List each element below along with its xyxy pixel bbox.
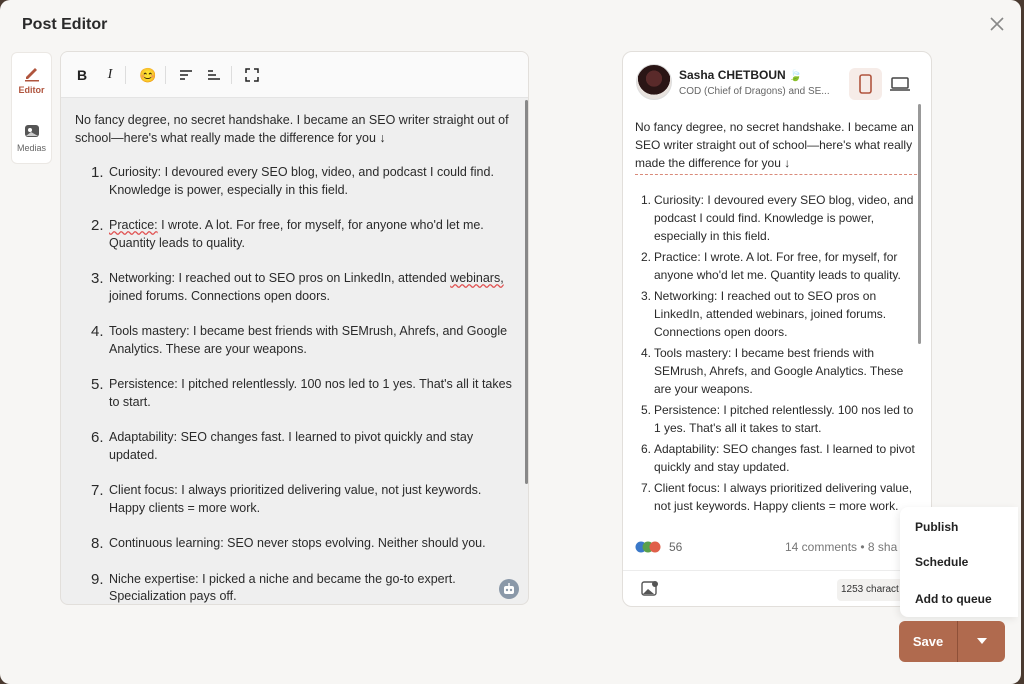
leaf-icon: 🍃 xyxy=(788,70,803,82)
menu-item-add-to-queue[interactable]: Add to queue xyxy=(915,592,992,606)
align-right-icon xyxy=(207,69,221,81)
list-text: Tools mastery: I became best friends with SEMrush, Ahrefs, and Google Analytics. These are your weapons. xyxy=(654,346,904,396)
list-number: 6. xyxy=(641,442,652,456)
close-button[interactable] xyxy=(985,12,1009,36)
list-item xyxy=(75,270,515,305)
list-item xyxy=(75,482,515,517)
editor-toolbar xyxy=(61,52,528,98)
align-left-icon xyxy=(179,69,193,81)
list-text: Adaptability: SEO changes fast. I learned to pivot quickly and stay updated. xyxy=(654,442,915,474)
preview-footer xyxy=(623,570,931,607)
list-item xyxy=(75,376,515,411)
list-number: 2. xyxy=(641,250,652,264)
list-text: Client focus: I always prioritized delivering value, not just keywords. Happy clients = more work. xyxy=(654,481,913,513)
list-number: 2. xyxy=(91,217,104,234)
toolbar-divider xyxy=(125,66,126,84)
list-number: 4. xyxy=(91,323,104,340)
list-number: 1. xyxy=(91,164,104,181)
reaction-icons xyxy=(635,540,663,554)
character-count: 1253 charact xyxy=(837,579,911,601)
author-name xyxy=(679,68,802,82)
editor-intro: No fancy degree, no secret handshake. I became an SEO writer straight out of school—here's what really made the difference for you ↓ xyxy=(75,113,509,145)
list-text: Continuous learning: SEO never stops evolving. Neither should you. xyxy=(109,536,486,550)
save-dropdown-button[interactable] xyxy=(958,621,1005,662)
mobile-icon xyxy=(849,68,882,100)
modal-title: Post Editor xyxy=(22,16,108,33)
list-text: Persistence: I pitched relentlessly. 100 nos led to 1 yes. That's all it takes to start. xyxy=(654,403,914,435)
align-right-button[interactable] xyxy=(203,64,225,86)
list-text: Curiosity: I devoured every SEO blog, video, and podcast I could find. Knowledge is power, especially in this field. xyxy=(654,193,914,243)
assistant-bot-button[interactable] xyxy=(499,579,519,599)
save-button[interactable]: Save xyxy=(912,634,944,649)
reactions-bar xyxy=(635,538,925,558)
list-number: 3. xyxy=(91,270,104,287)
side-nav xyxy=(11,52,52,164)
list-item xyxy=(635,248,917,284)
post-preview-panel xyxy=(622,51,932,607)
list-item xyxy=(75,323,515,358)
list-text: Niche expertise: I picked a niche and became the go-to expert. Specialization pays off. xyxy=(109,571,456,603)
emoji-button[interactable] xyxy=(137,64,159,86)
menu-item-schedule[interactable]: Schedule xyxy=(915,555,969,569)
italic-button[interactable]: I xyxy=(107,67,113,82)
fullscreen-icon xyxy=(245,68,259,82)
preview-list xyxy=(635,191,917,515)
caret-down-icon xyxy=(977,638,987,644)
robot-icon xyxy=(499,579,519,599)
toolbar-divider xyxy=(165,66,166,84)
list-item xyxy=(75,571,515,606)
list-item xyxy=(75,164,515,199)
list-number: 6. xyxy=(91,429,104,446)
avatar xyxy=(636,64,672,100)
list-text: I wrote. A lot. For free, for myself, for anyone who'd let me. Quantity leads to quality. xyxy=(109,218,484,250)
align-left-button[interactable] xyxy=(175,64,197,86)
list-text: Curiosity: I devoured every SEO blog, video, and podcast I could find. Knowledge is power, especially in this field. xyxy=(109,165,494,197)
list-item xyxy=(635,191,917,245)
save-options-menu xyxy=(900,507,1018,617)
list-item xyxy=(75,217,515,252)
list-item xyxy=(635,401,917,437)
menu-item-publish[interactable]: Publish xyxy=(915,520,959,534)
list-text: Practice: I wrote. A lot. For free, for myself, for anyone who'd let me. Quantity leads to quality. xyxy=(654,250,901,282)
list-number: 7. xyxy=(641,481,652,495)
list-text: Persistence: I pitched relentlessly. 100 nos led to 1 yes. That's all it takes to start. xyxy=(109,377,512,409)
nav-item-editor[interactable] xyxy=(12,57,51,107)
save-button-group xyxy=(899,621,1005,662)
laptop-icon xyxy=(888,72,912,96)
list-item xyxy=(635,287,917,341)
list-number: 5. xyxy=(91,376,104,393)
list-number: 5. xyxy=(641,403,652,417)
author-headline: COD (Chief of Dragons) and SE... xyxy=(679,86,830,97)
list-text: Tools mastery: I became best friends with SEMrush, Ahrefs, and Google Analytics. These are your weapons. xyxy=(109,324,508,356)
nav-label-medias: Medias xyxy=(16,143,46,153)
list-item xyxy=(635,479,917,515)
desktop-view-button[interactable] xyxy=(888,72,912,96)
pen-icon xyxy=(22,63,42,83)
editor-scrollbar[interactable] xyxy=(525,100,528,484)
list-item xyxy=(635,440,917,476)
list-text: Networking: I reached out to SEO pros on LinkedIn, attended xyxy=(109,271,451,285)
preview-content xyxy=(635,118,917,518)
toolbar-divider xyxy=(231,66,232,84)
spellcheck-word: webinars, xyxy=(450,271,504,285)
emoji-icon: 😊 xyxy=(139,67,157,83)
list-number: 3. xyxy=(641,289,652,303)
bold-button[interactable]: B xyxy=(76,67,88,83)
nav-item-medias[interactable] xyxy=(12,115,51,165)
fullscreen-button[interactable] xyxy=(241,64,263,86)
comments-shares: 14 comments • 8 sha xyxy=(785,540,898,554)
list-number: 7. xyxy=(91,482,104,499)
editor-panel xyxy=(60,51,529,605)
nav-label-editor: Editor xyxy=(18,85,45,95)
list-text: Client focus: I always prioritized delivering value, not just keywords. Happy clients = more work. xyxy=(109,483,482,515)
mobile-view-button[interactable] xyxy=(849,68,882,100)
list-text: joined forums. Connections open doors. xyxy=(109,288,330,303)
reaction-count: 56 xyxy=(669,540,683,554)
list-number: 1. xyxy=(641,193,652,207)
add-media-icon[interactable] xyxy=(641,581,659,597)
list-number: 4. xyxy=(641,346,652,360)
media-icon xyxy=(22,121,42,141)
list-text: Networking: I reached out to SEO pros on LinkedIn, attended webinars, joined forums. Connections open doors. xyxy=(654,289,887,339)
list-text: Adaptability: SEO changes fast. I learned to pivot quickly and stay updated. xyxy=(109,430,474,462)
preview-intro: No fancy degree, no secret handshake. I became an SEO writer straight out of school—here's what really made the difference for you ↓ xyxy=(635,118,917,175)
spellcheck-word: Practice: xyxy=(109,218,158,232)
close-icon xyxy=(990,17,1004,31)
list-item xyxy=(75,535,515,553)
list-item xyxy=(635,344,917,398)
list-number: 8. xyxy=(91,535,104,552)
editor-list xyxy=(75,164,515,605)
editor-content[interactable] xyxy=(75,112,515,605)
preview-scrollbar[interactable] xyxy=(918,104,921,344)
list-number: 9. xyxy=(91,570,104,588)
author-name-text: Sasha CHETBOUN xyxy=(679,68,786,82)
list-item xyxy=(75,429,515,464)
